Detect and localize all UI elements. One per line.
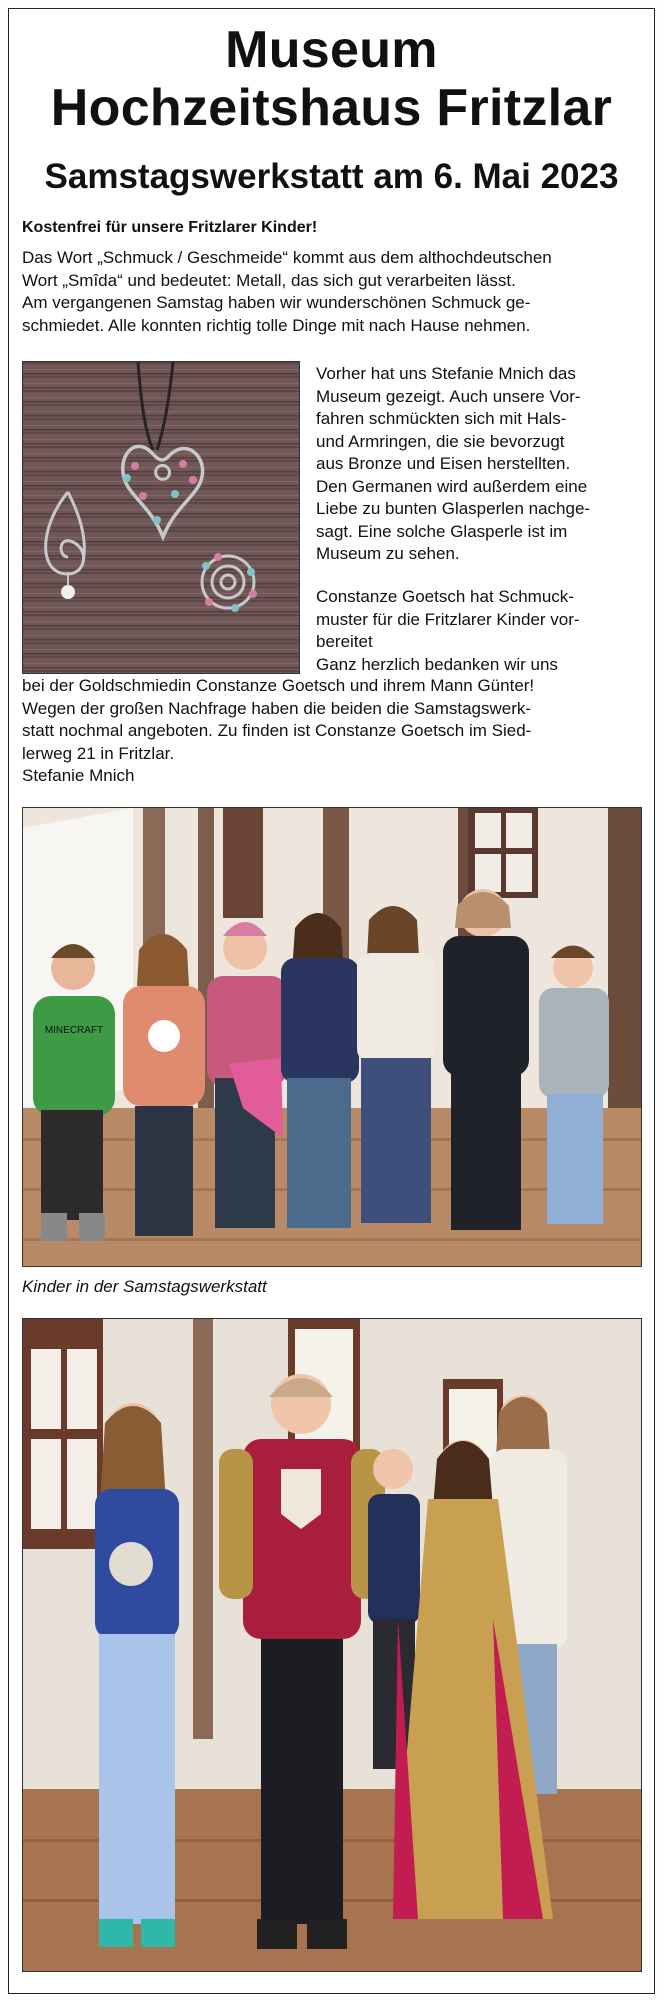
- column-line: bereitet: [316, 632, 373, 651]
- closing-line: statt nochmal angeboten. Zu finden ist Constanze Goetsch im Sied-: [22, 721, 532, 740]
- column-line: sagt. Eine solche Glasperle ist im: [316, 521, 568, 541]
- group-photo-costumes: [22, 1318, 642, 1972]
- group-photo-workshop: [22, 807, 642, 1267]
- column-line: muster für die Fritzlarer Kinder vor-: [316, 609, 580, 629]
- intro-line: schmiedet. Alle konnten richtig tolle Dinge mit nach Hause nehmen.: [22, 315, 531, 335]
- closing-paragraph: [22, 675, 642, 788]
- intro-line: Wort „Smîda“ und bedeutet: Metall, das sich gut verarbeiten lässt.: [22, 270, 516, 290]
- column-line: fahren schmückten sich mit Hals-: [316, 409, 567, 428]
- column-line: Constanze Goetsch hat Schmuck-: [316, 587, 574, 606]
- column-line: Liebe zu bunten Glasperlen nachge-: [316, 499, 591, 518]
- column-paragraph-2: [316, 586, 642, 676]
- headline-line-1: Museum: [225, 21, 438, 79]
- closing-line: bei der Goldschmiedin Constanze Goetsch und ihrem Mann Günter!: [22, 676, 535, 695]
- shirt-print-text: MINECRAFT: [44, 1025, 104, 1036]
- subtitle: Samstagswerkstatt am 6. Mai 2023: [44, 157, 619, 196]
- lead-text: Kostenfrei für unsere Fritzlarer Kinder!: [22, 219, 318, 236]
- headline-line-2: Hochzeitshaus Fritzlar: [50, 79, 613, 137]
- column-line: aus Bronze und Eisen herstellten.: [316, 454, 571, 473]
- author-name: Stefanie Mnich: [22, 766, 135, 785]
- column-line: und Armringen, die sie bevorzugt: [316, 431, 565, 451]
- column-line: Vorher hat uns Stefanie Mnich das: [316, 364, 576, 383]
- column-line: Den Germanen wird außerdem eine: [316, 476, 588, 496]
- closing-line: Wegen der großen Nachfrage haben die beiden die Samstagswerk-: [22, 698, 532, 718]
- jewelry-photo: [22, 361, 300, 674]
- photo-caption: Kinder in der Samstagswerkstatt: [22, 1277, 267, 1296]
- column-line: Museum zu sehen.: [316, 544, 460, 563]
- column-line: Museum gezeigt. Auch unsere Vor-: [316, 386, 581, 406]
- intro-paragraph: [22, 247, 642, 337]
- column-paragraph-1: [316, 363, 642, 566]
- column-line: Ganz herzlich bedanken wir uns: [316, 654, 558, 674]
- intro-line: Das Wort „Schmuck / Geschmeide“ kommt aus dem althochdeutschen: [22, 248, 552, 267]
- closing-line: lerweg 21 in Fritzlar.: [22, 743, 175, 763]
- intro-line: Am vergangenen Samstag haben wir wunderschönen Schmuck ge-: [22, 293, 531, 312]
